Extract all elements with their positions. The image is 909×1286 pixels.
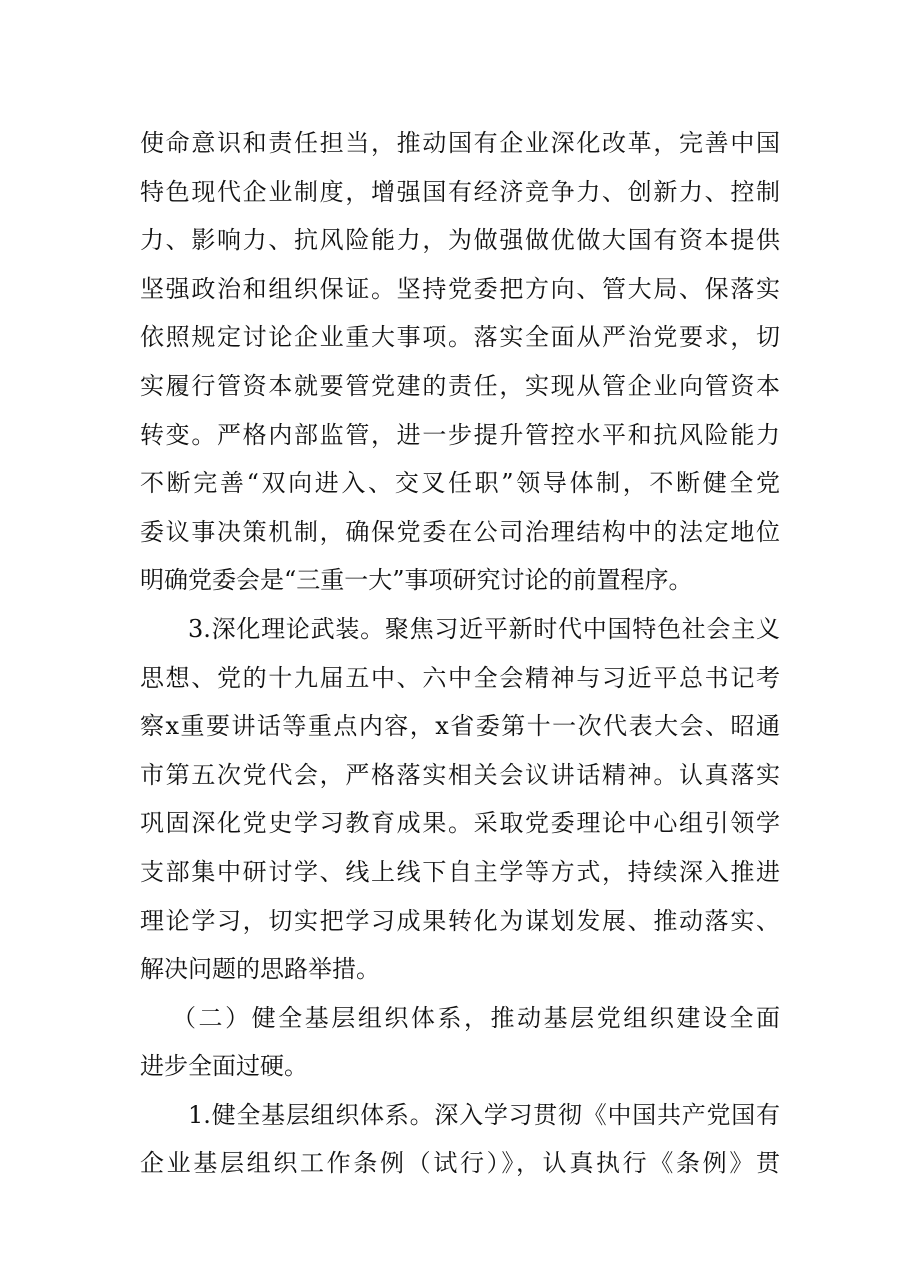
text-line: 市第五次党代会，严格落实相关会议讲话精神。认真落实: [140, 760, 780, 789]
text-line: 坚强政治和组织保证。坚持党委把方向、管大局、保落实: [140, 274, 780, 303]
text-line: 进步全面过硬。: [140, 1052, 308, 1081]
section-heading-line: 3.深化理论武装。聚焦习近平新时代中国特色社会主义: [188, 614, 780, 643]
text-line: 依照规定讨论企业重大事项。落实全面从严治党要求，切: [140, 323, 780, 352]
text-line: 力、影响力、抗风险能力，为做强做优做大国有资本提供: [140, 226, 780, 255]
text-line: 实履行管资本就要管党建的责任，实现从管企业向管资本: [140, 371, 780, 400]
text-line: 巩固深化党史学习教育成果。采取党委理论中心组引领学: [140, 809, 780, 838]
text-line: 特色现代企业制度，增强国有经济竞争力、创新力、控制: [140, 177, 780, 206]
text-line: 支部集中研讨学、线上线下自主学等方式，持续深入推进: [140, 857, 780, 886]
text-line: 理论学习，切实把学习成果转化为谋划发展、推动落实、: [140, 906, 780, 935]
text-line: 明确党委会是“三重一大”事项研究讨论的前置程序。: [140, 566, 693, 595]
text-line: 思想、党的十九届五中、六中全会精神与习近平总书记考: [140, 663, 780, 692]
document-body: [140, 119, 780, 1188]
text-line: 解决问题的思路举措。: [140, 955, 380, 984]
text-line: 委议事决策机制，确保党委在公司治理结构中的法定地位: [140, 517, 780, 546]
section-heading-line: （二）健全基层组织体系，推动基层党组织建设全面: [172, 1003, 780, 1032]
text-line: 转变。严格内部监管，进一步提升管控水平和抗风险能力: [140, 420, 780, 449]
text-line: 察x重要讲话等重点内容，x省委第十一次代表大会、昭通: [140, 712, 780, 741]
text-line: 不断完善“双向进入、交叉任职”领导体制，不断健全党: [140, 469, 780, 498]
text-line: 使命意识和责任担当，推动国有企业深化改革，完善中国: [140, 129, 780, 157]
section-heading-line: 1.健全基层组织体系。深入学习贯彻《中国共产党国有: [188, 1100, 780, 1129]
text-line: 企业基层组织工作条例（试行）》，认真执行《条例》贯: [140, 1149, 780, 1178]
